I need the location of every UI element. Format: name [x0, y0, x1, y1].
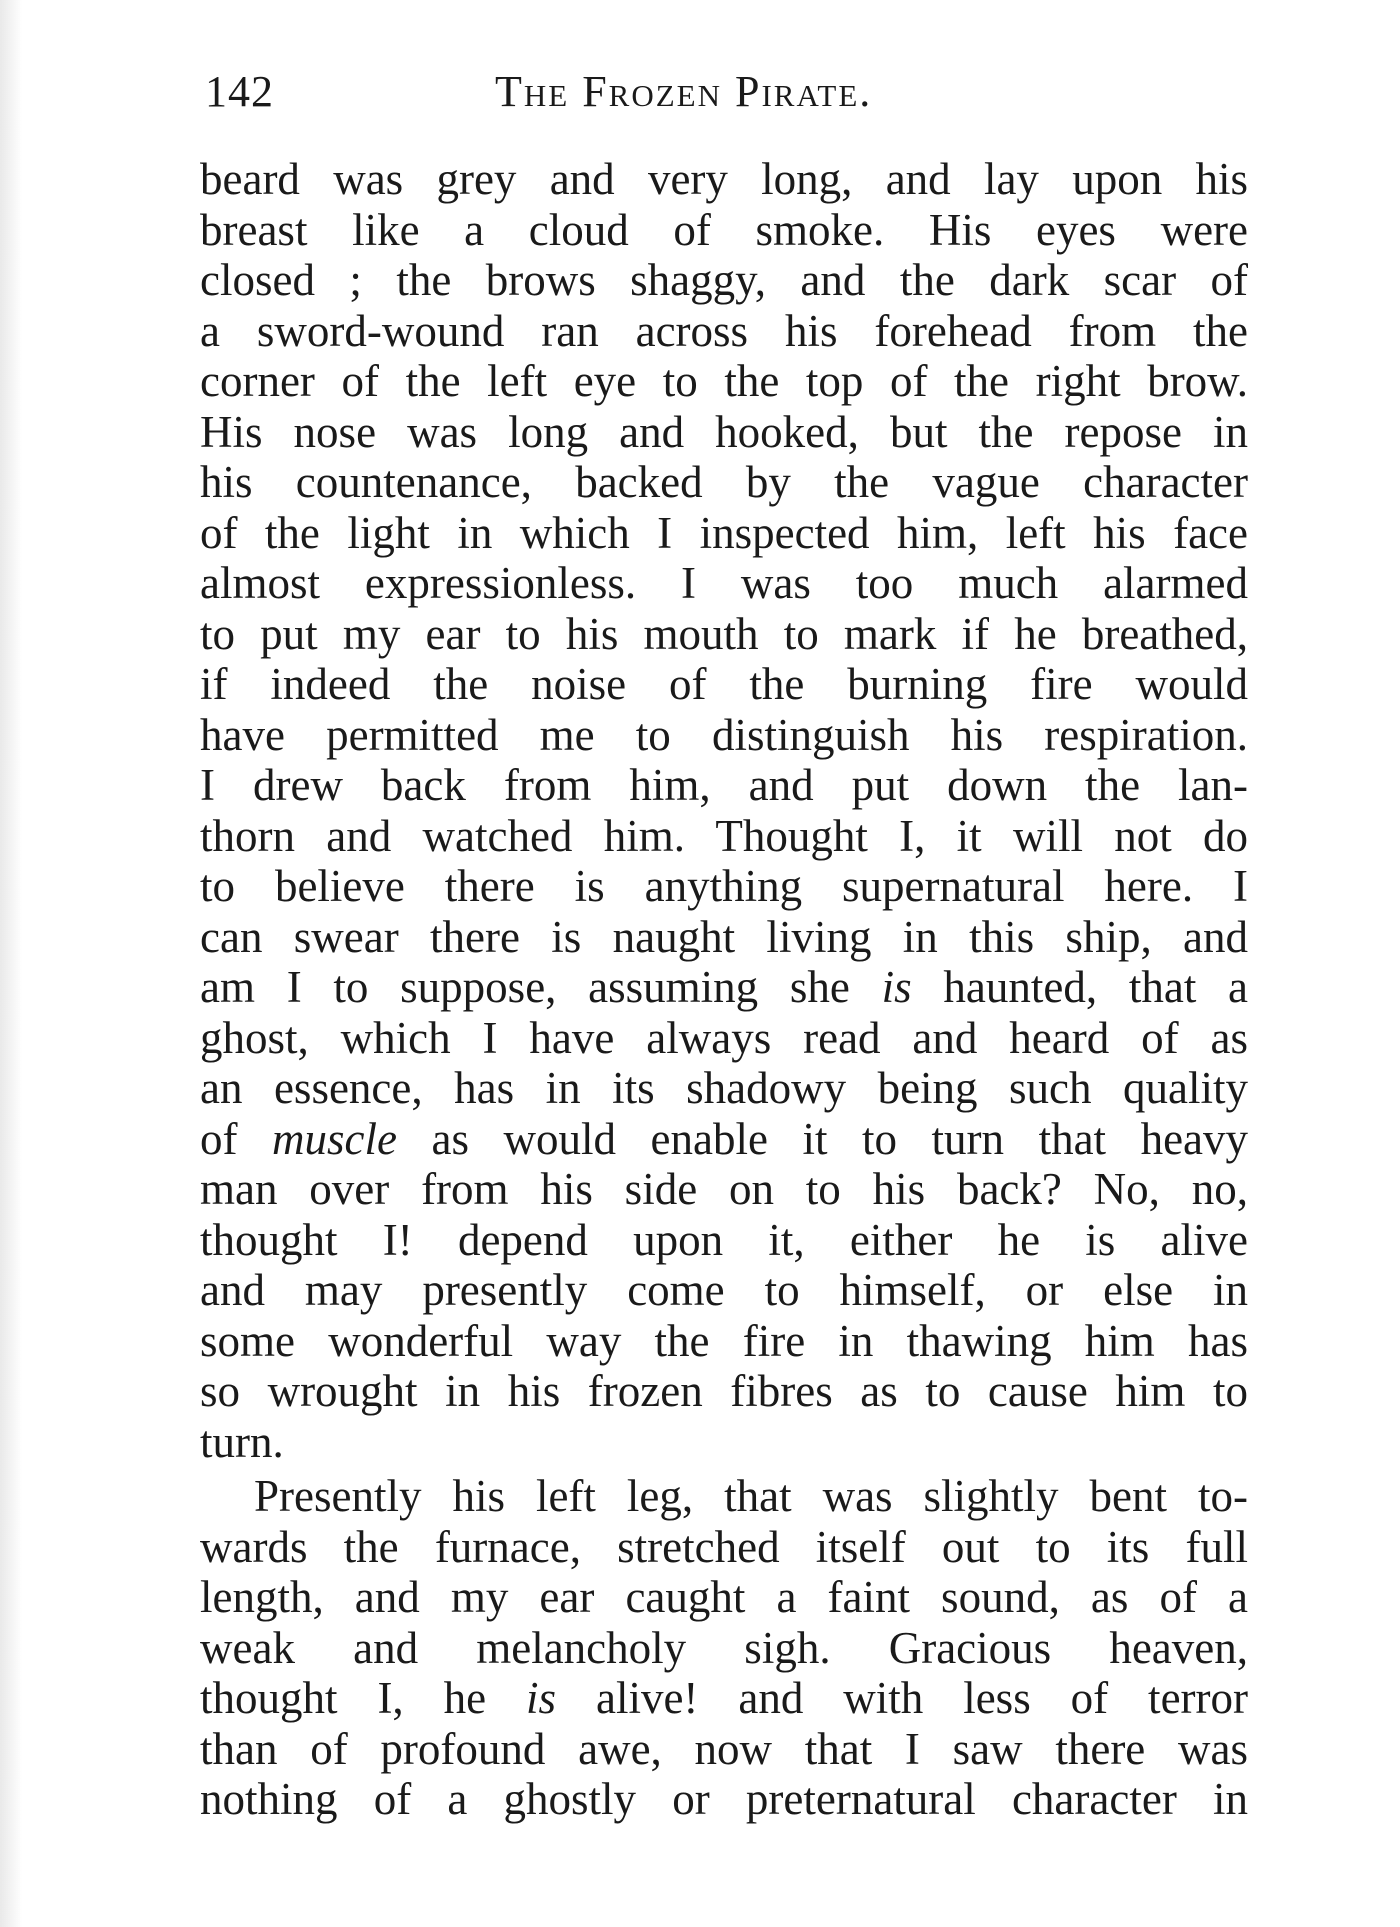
text-line: His nose was long and hooked, but the repose in — [200, 406, 1248, 457]
text-segment: haunted, that a — [943, 962, 1248, 1012]
text-line: than of profound awe, now that I saw there was — [200, 1723, 1248, 1774]
text-line: wards the furnace, stretched itself out to its full — [200, 1521, 1248, 1572]
italic-word: muscle — [272, 1113, 397, 1164]
text-line: can swear there is naught living in this ship, and — [200, 911, 1248, 962]
text-segment: am I to suppose, assuming she — [200, 962, 850, 1012]
text-line: weak and melancholy sigh. Gracious heaven, — [200, 1622, 1248, 1673]
text-line: nothing of a ghostly or preternatural character in — [200, 1774, 1248, 1824]
text-line: of the light in which I inspected him, left his face — [200, 507, 1248, 558]
text-line: Presently his left leg, that was slightly bent to- — [254, 1471, 1248, 1521]
text-line: some wonderful way the fire in thawing him has — [200, 1315, 1248, 1366]
text-line: and may presently come to himself, or else in — [200, 1265, 1248, 1315]
body-text — [200, 154, 1248, 1825]
text-line: thought I! depend upon it, either he is alive — [200, 1214, 1248, 1265]
text-line: length, and my ear caught a faint sound, as of a — [200, 1572, 1248, 1622]
text-line: turn. — [200, 1416, 284, 1467]
text-line: closed ; the brows shaggy, and the dark scar of — [200, 255, 1248, 305]
text-line: breast like a cloud of smoke. His eyes were — [200, 204, 1248, 255]
text-line: if indeed the noise of the burning fire would — [200, 659, 1248, 709]
gutter-shadow — [0, 0, 22, 1927]
running-title: The Frozen Pirate. — [495, 67, 873, 116]
text-segment: as would enable it to turn that heavy — [431, 1113, 1248, 1164]
italic-word: is — [526, 1673, 557, 1723]
text-line: I drew back from him, and put down the lan- — [200, 760, 1248, 810]
text-line — [200, 1673, 1248, 1724]
page-number: 142 — [205, 67, 274, 116]
text-line: to believe there is anything supernatural here. I — [200, 861, 1248, 911]
text-line — [200, 962, 1248, 1013]
text-segment: thought I, he — [200, 1673, 487, 1723]
text-line: have permitted me to distinguish his respiration. — [200, 709, 1248, 760]
text-line: a sword-wound ran across his forehead from the — [200, 305, 1248, 356]
text-line: corner of the left eye to the top of the right brow. — [200, 356, 1248, 406]
text-line: man over from his side on to his back? No, no, — [200, 1164, 1248, 1214]
text-line: ghost, which I have always read and heard of as — [200, 1012, 1248, 1063]
page-header — [205, 62, 1265, 122]
text-line: so wrought in his frozen fibres as to cause him to — [200, 1366, 1248, 1416]
text-line: thorn and watched him. Thought I, it will not do — [200, 810, 1248, 861]
text-line — [200, 1114, 1248, 1165]
text-segment: of — [200, 1113, 238, 1164]
text-segment: alive! and with less of terror — [595, 1673, 1248, 1723]
italic-word: is — [881, 962, 912, 1012]
text-line: beard was grey and very long, and lay upon his — [200, 154, 1248, 204]
text-line: almost expressionless. I was too much alarmed — [200, 558, 1248, 608]
text-line: to put my ear to his mouth to mark if he breathed, — [200, 608, 1248, 659]
text-line: his countenance, backed by the vague character — [200, 457, 1248, 507]
text-line: an essence, has in its shadowy being such quality — [200, 1063, 1248, 1113]
